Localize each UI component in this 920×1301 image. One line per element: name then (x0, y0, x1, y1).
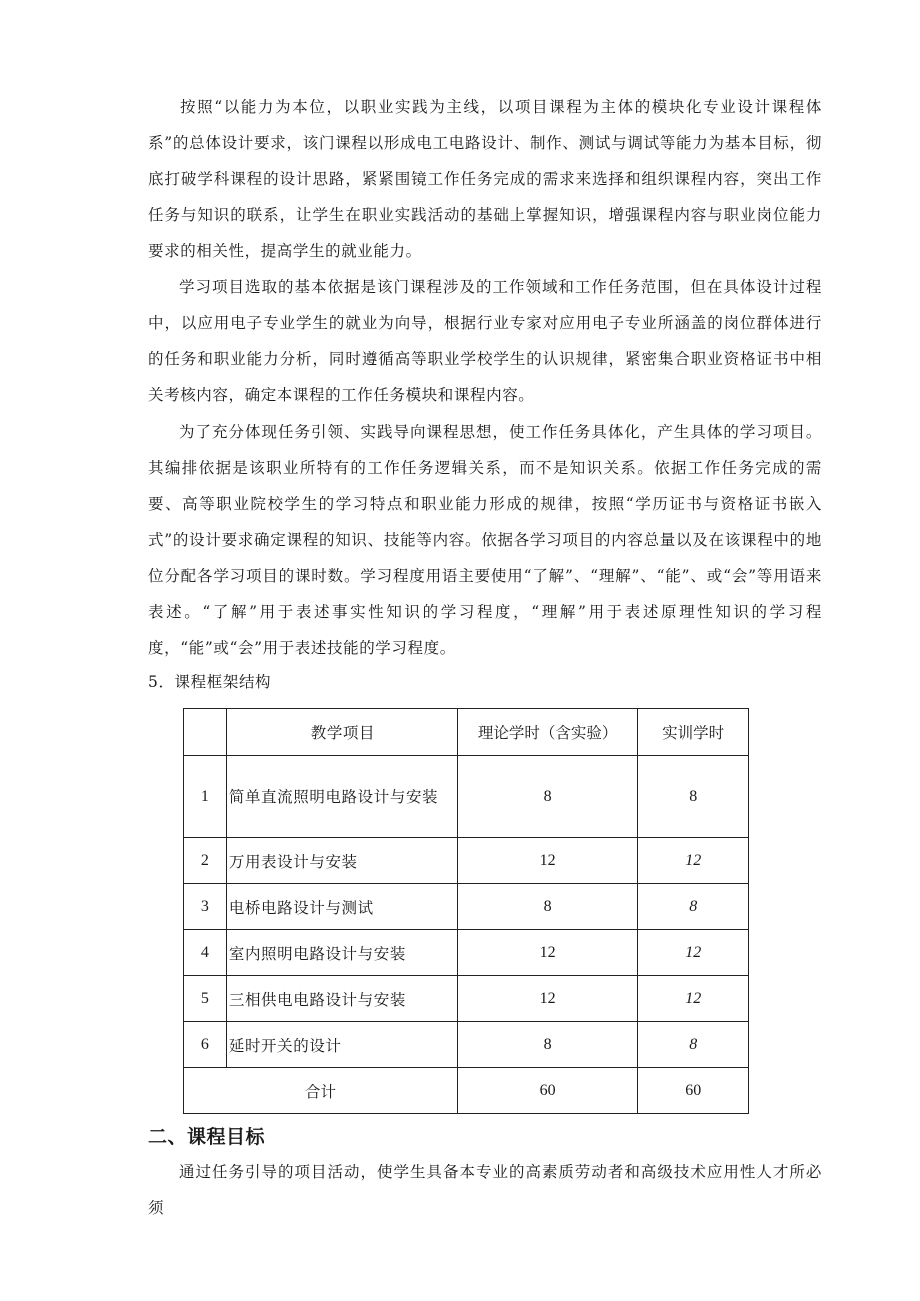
row-num: 5 (184, 976, 227, 1022)
header-num (184, 709, 227, 756)
row-item: 三相供电电路设计与安装 (226, 976, 457, 1022)
row-item: 延时开关的设计 (226, 1022, 457, 1068)
row-item: 室内照明电路设计与安装 (226, 930, 457, 976)
paragraph-text: 通过任务引导的项目活动，使学生具备本专业的高素质劳动者和高级技术应用性人才所必须 (148, 1163, 822, 1217)
row-item: 电桥电路设计与测试 (226, 884, 457, 930)
row-theory-hours: 12 (457, 838, 637, 884)
row-num: 6 (184, 1022, 227, 1068)
paragraph-text: 学习项目选取的基本依据是该门课程涉及的工作领域和工作任务范围，但在具体设计过程中，以应用电子专业学生的就业为向导，根据行业专家对应用电子专业所涵盖的岗位群体进行的任务和职业能力分析，同时遵循高等职业学校学生的认识规律，紧密集合职业资格证书中相关考核内容，确定本课程的工作任务模块和课程内容。 (148, 278, 822, 404)
row-num: 4 (184, 930, 227, 976)
table-row (184, 838, 749, 884)
paragraph-design-principle (148, 89, 822, 269)
table-row (184, 976, 749, 1022)
row-theory-hours: 8 (457, 756, 637, 838)
row-theory-hours: 12 (457, 930, 637, 976)
total-training-hours: 60 (638, 1068, 749, 1114)
row-training-hours: 12 (638, 976, 749, 1022)
row-item: 简单直流照明电路设计与安装 (226, 756, 457, 838)
row-num: 1 (184, 756, 227, 838)
table-row (184, 884, 749, 930)
row-num: 2 (184, 838, 227, 884)
table-row (184, 756, 749, 838)
header-training-hours: 实训学时 (638, 709, 749, 756)
table-total-row (184, 1068, 749, 1114)
header-theory-hours: 理论学时（含实验） (457, 709, 637, 756)
total-theory-hours: 60 (457, 1068, 637, 1114)
row-training-hours: 8 (638, 1022, 749, 1068)
paragraph-objectives-intro (148, 1154, 822, 1226)
paragraph-text: 为了充分体现任务引领、实践导向课程思想，使工作任务具体化，产生具体的学习项目。其编排依据是该职业所特有的工作任务逻辑关系，而不是知识关系。依据工作任务完成的需要、高等职业院校学生的学习特点和职业能力形成的规律，按照“学历证书与资格证书嵌入式”的设计要求确定课程的知识、技能等内容。依据各学习项目的内容总量以及在该课程中的地位分配各学习项目的课时数。学习程度用语主要使用“了解”、“理解”、“能”、或“会”等用语来表述。“了解”用于表述事实性知识的学习程度，“理解”用于表述原理性知识的学习程度，“能”或“会”用于表述技能的学习程度。 (148, 423, 822, 657)
header-item: 教学项目 (226, 709, 457, 756)
paragraph-task-orientation (148, 414, 822, 666)
table-row (184, 1022, 749, 1068)
row-theory-hours: 8 (457, 884, 637, 930)
row-training-hours: 8 (638, 756, 749, 838)
section-heading-course-framework: 5．课程框架结构 (148, 673, 272, 691)
row-num: 3 (184, 884, 227, 930)
row-item: 万用表设计与安装 (226, 838, 457, 884)
row-training-hours: 8 (638, 884, 749, 930)
total-label: 合计 (184, 1068, 458, 1114)
table-header-row (184, 709, 749, 756)
paragraph-text: 按照“以能力为本位，以职业实践为主线，以项目课程为主体的模块化专业设计课程体系”的总体设计要求，该门课程以形成电工电路设计、制作、测试与调试等能力为基本目标，彻底打破学科课程的设计思路，紧紧围镜工作任务完成的需求来选择和组织课程内容，突出工作任务与知识的联系，让学生在职业实践活动的基础上掌握知识，增强课程内容与职业岗位能力要求的相关性，提高学生的就业能力。 (148, 98, 822, 260)
paragraph-project-basis (148, 269, 822, 413)
table-row (184, 930, 749, 976)
row-training-hours: 12 (638, 930, 749, 976)
row-training-hours: 12 (638, 838, 749, 884)
row-theory-hours: 12 (457, 976, 637, 1022)
course-framework-table (183, 708, 749, 1114)
row-theory-hours: 8 (457, 1022, 637, 1068)
chapter-heading-course-objectives: 二、课程目标 (148, 1126, 266, 1148)
